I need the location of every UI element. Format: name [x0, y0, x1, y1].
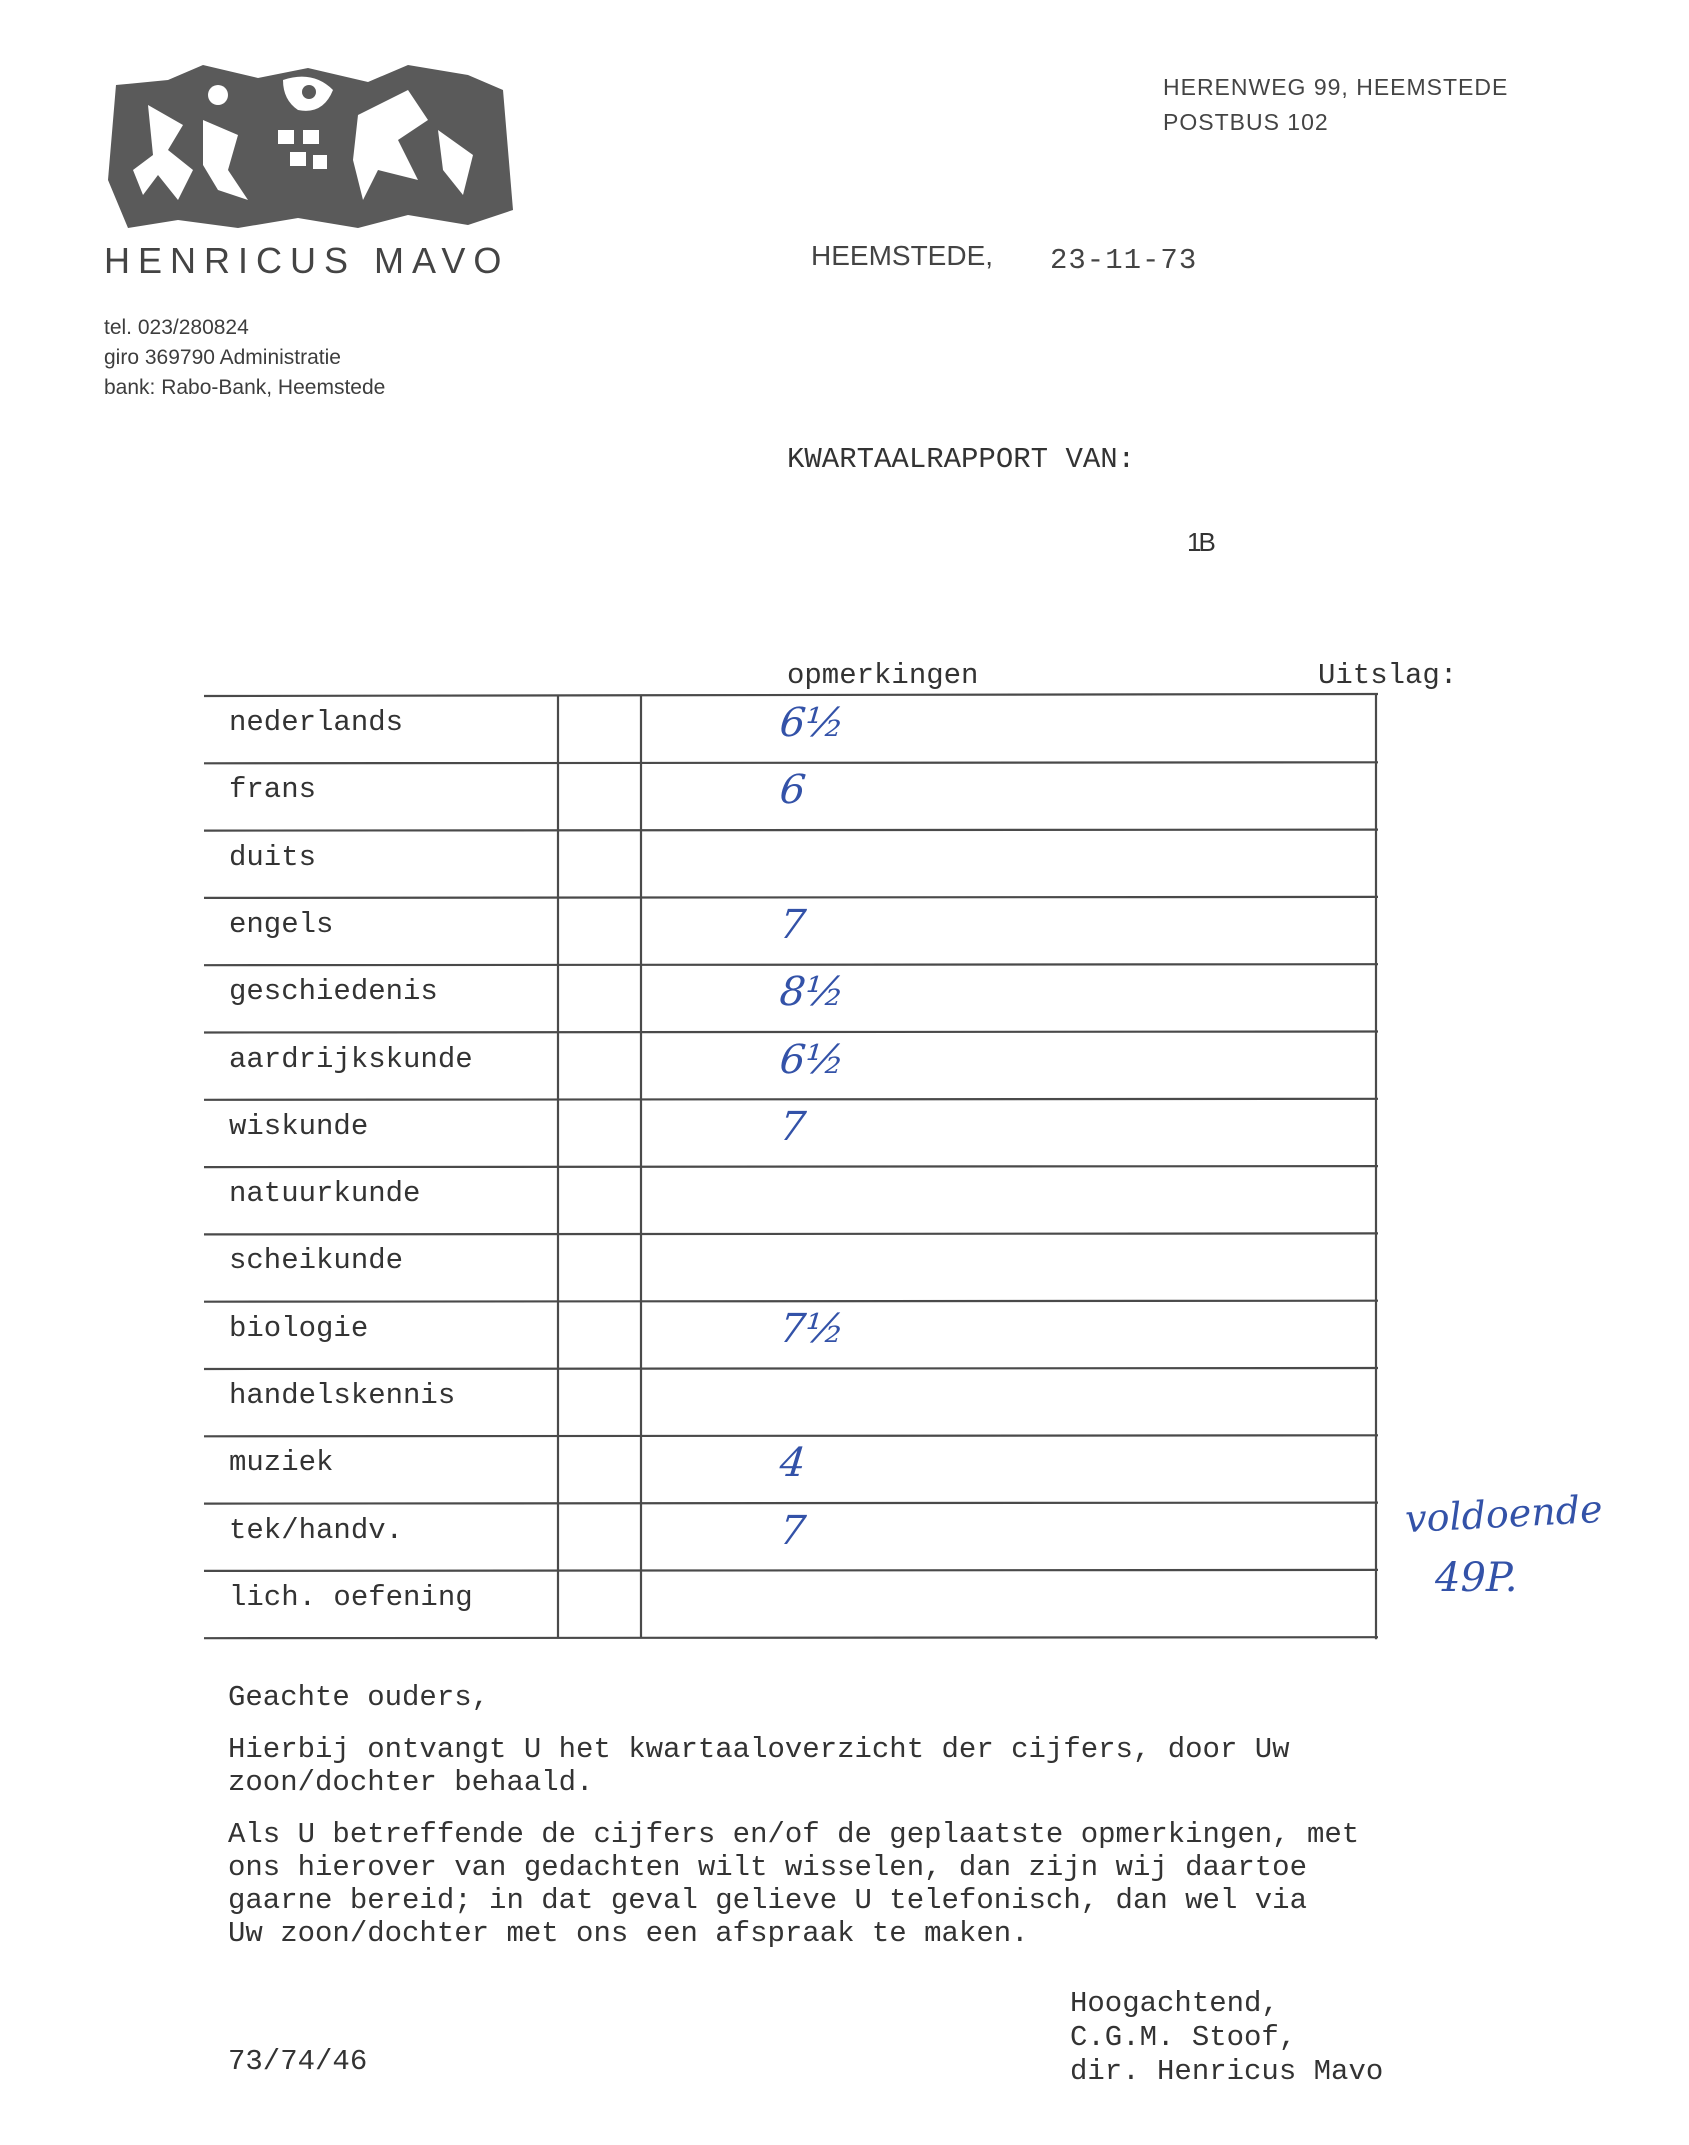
bank-account: bank: Rabo-Bank, Heemstede — [104, 376, 386, 399]
table-row-line — [204, 1570, 1378, 1571]
closing-block — [1070, 1987, 1383, 2089]
grade-value: 6½ — [777, 700, 847, 746]
telephone: tel. 023/280824 — [104, 316, 249, 339]
report-title: KWARTAALRAPPORT VAN: — [787, 443, 1136, 476]
table-row-line — [204, 1637, 1378, 1638]
letter-salutation: Geachte ouders, — [228, 1681, 490, 1714]
closing-greeting: Hoogachtend, — [1070, 1987, 1279, 2020]
subject-label: lich. oefening — [229, 1580, 473, 1614]
subject-label: handelskennis — [229, 1379, 456, 1412]
table-row-line — [204, 964, 1378, 965]
grade-value: 8½ — [777, 969, 847, 1016]
signatory-title: dir. Henricus Mavo — [1070, 2055, 1384, 2088]
table-row-line — [204, 1166, 1378, 1167]
subject-label: biologie — [229, 1311, 369, 1345]
grade-value: 7 — [777, 1103, 808, 1150]
subject-label: tek/handv. — [229, 1513, 404, 1547]
table-row-line — [204, 1301, 1378, 1302]
letter-paragraph-1: Hierbij ontvangt U het kwartaaloverzicht der cijfers, door Uw zoon/dochter behaald. — [228, 1733, 1290, 1799]
table-row-line — [204, 1503, 1378, 1504]
grade-value: 7½ — [777, 1305, 847, 1352]
subject-label: scheikunde — [229, 1244, 404, 1278]
subject-label: nederlands — [229, 706, 404, 739]
subject-label: geschiedenis — [229, 975, 438, 1009]
table-row-line — [204, 1435, 1378, 1436]
table-top-line — [204, 694, 1378, 696]
contact-block — [104, 313, 385, 403]
address-street: HERENWEG 99, HEEMSTEDE — [1163, 74, 1509, 100]
table-row-line — [204, 1233, 1378, 1234]
table-row-line — [204, 1032, 1378, 1033]
grade-value: 7 — [777, 1507, 808, 1554]
table-row-line — [204, 1368, 1378, 1369]
table-row-line — [204, 1099, 1378, 1100]
result-verdict: voldoende — [1403, 1486, 1604, 1542]
result-points: 49P. — [1435, 1555, 1518, 1601]
subject-label: aardrijkskunde — [229, 1042, 473, 1076]
table-row-line — [204, 897, 1378, 898]
grade-value: 6 — [777, 767, 808, 814]
date: 23-11-73 — [1050, 244, 1198, 277]
giro-account: giro 369790 Administratie — [104, 346, 341, 369]
school-name: HENRICUS MAVO — [104, 240, 510, 281]
subject-label: duits — [229, 840, 317, 874]
subject-label: natuurkunde — [229, 1177, 421, 1211]
column-header-result: Uitslag: — [1318, 659, 1458, 692]
table-row-line — [204, 762, 1378, 763]
grade-value: 4 — [777, 1440, 808, 1487]
class-label: 1B — [1187, 527, 1213, 557]
school-logo — [108, 60, 518, 230]
subject-label: wiskunde — [229, 1109, 369, 1143]
address-block — [1163, 70, 1508, 140]
subject-label: muziek — [229, 1446, 334, 1480]
grade-value: 7 — [777, 901, 808, 948]
subject-label: frans — [229, 773, 317, 807]
address-postbox: POSTBUS 102 — [1163, 109, 1329, 135]
letter-paragraph-2: Als U betreffende de cijfers en/of de geplaatste opmerkingen, met ons hierover van gedachten wilt wisselen, dan zijn wij daartoe gaarne bereid; in dat geval gelieve U telefonisch, dan wel via Uw zoon/dochter met ons een afspraak te maken. — [228, 1818, 1360, 1950]
column-header-remarks: opmerkingen — [787, 659, 979, 692]
reference-number: 73/74/46 — [228, 2045, 368, 2078]
place: HEEMSTEDE, — [811, 240, 994, 271]
grade-value: 6½ — [777, 1036, 847, 1083]
table-row-line — [204, 830, 1378, 831]
subject-label: engels — [229, 907, 334, 941]
signatory-name: C.G.M. Stoof, — [1070, 2021, 1297, 2054]
